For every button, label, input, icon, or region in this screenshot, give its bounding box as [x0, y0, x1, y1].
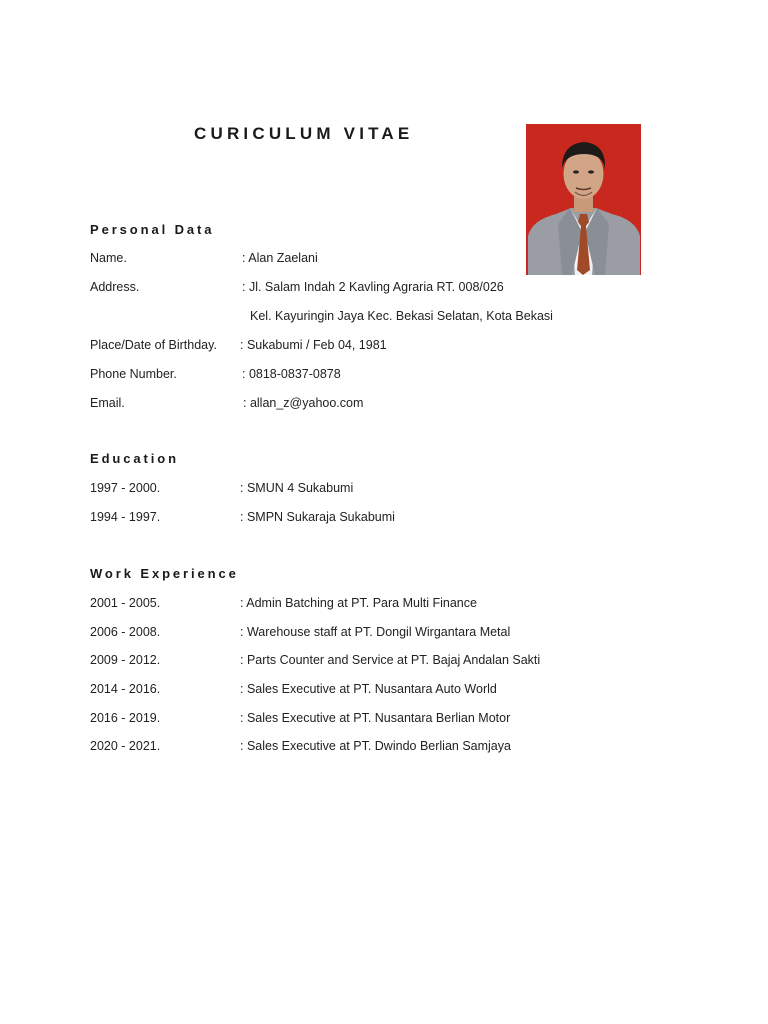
work-role-3: : Parts Counter and Service at PT. Bajaj Andalan Sakti	[240, 653, 541, 667]
work-period-3: 2009 - 2012.	[90, 653, 161, 667]
education-period-1: 1997 - 2000.	[90, 481, 161, 495]
work-period-4: 2014 - 2016.	[90, 682, 161, 696]
birth-value: : Sukabumi / Feb 04, 1981	[240, 338, 387, 352]
education-heading: Education	[90, 451, 179, 466]
email-label: Email.	[90, 396, 125, 410]
work-role-6: : Sales Executive at PT. Dwindo Berlian Samjaya	[240, 739, 511, 753]
address-value-line-2: Kel. Kayuringin Jaya Kec. Bekasi Selatan, Kota Bekasi	[250, 309, 553, 323]
work-period-6: 2020 - 2021.	[90, 739, 161, 753]
address-value-line-1: : Jl. Salam Indah 2 Kavling Agraria RT. 008/026	[242, 280, 504, 294]
portrait-illustration	[526, 124, 641, 275]
education-school-2: : SMPN Sukaraja Sukabumi	[240, 510, 395, 524]
personal-data-heading: Personal Data	[90, 222, 215, 237]
work-period-2: 2006 - 2008.	[90, 625, 161, 639]
page-title: CURICULUM VITAE	[194, 124, 414, 143]
phone-value: : 0818-0837-0878	[242, 367, 341, 381]
work-experience-heading: Work Experience	[90, 566, 239, 581]
name-label: Name.	[90, 251, 127, 265]
name-value: : Alan Zaelani	[242, 251, 318, 265]
birth-label: Place/Date of Birthday.	[90, 338, 217, 352]
education-period-2: 1994 - 1997.	[90, 510, 161, 524]
work-period-5: 2016 - 2019.	[90, 711, 161, 725]
work-role-1: : Admin Batching at PT. Para Multi Finance	[240, 596, 477, 610]
email-value: : allan_z@yahoo.com	[243, 396, 364, 410]
work-role-2: : Warehouse staff at PT. Dongil Wirgantara Metal	[240, 625, 511, 639]
work-role-4: : Sales Executive at PT. Nusantara Auto World	[240, 682, 497, 696]
education-school-1: : SMUN 4 Sukabumi	[240, 481, 354, 495]
work-period-1: 2001 - 2005.	[90, 596, 161, 610]
phone-label: Phone Number.	[90, 367, 177, 381]
address-label: Address.	[90, 280, 140, 294]
profile-photo	[526, 124, 641, 275]
work-role-5: : Sales Executive at PT. Nusantara Berlian Motor	[240, 711, 511, 725]
